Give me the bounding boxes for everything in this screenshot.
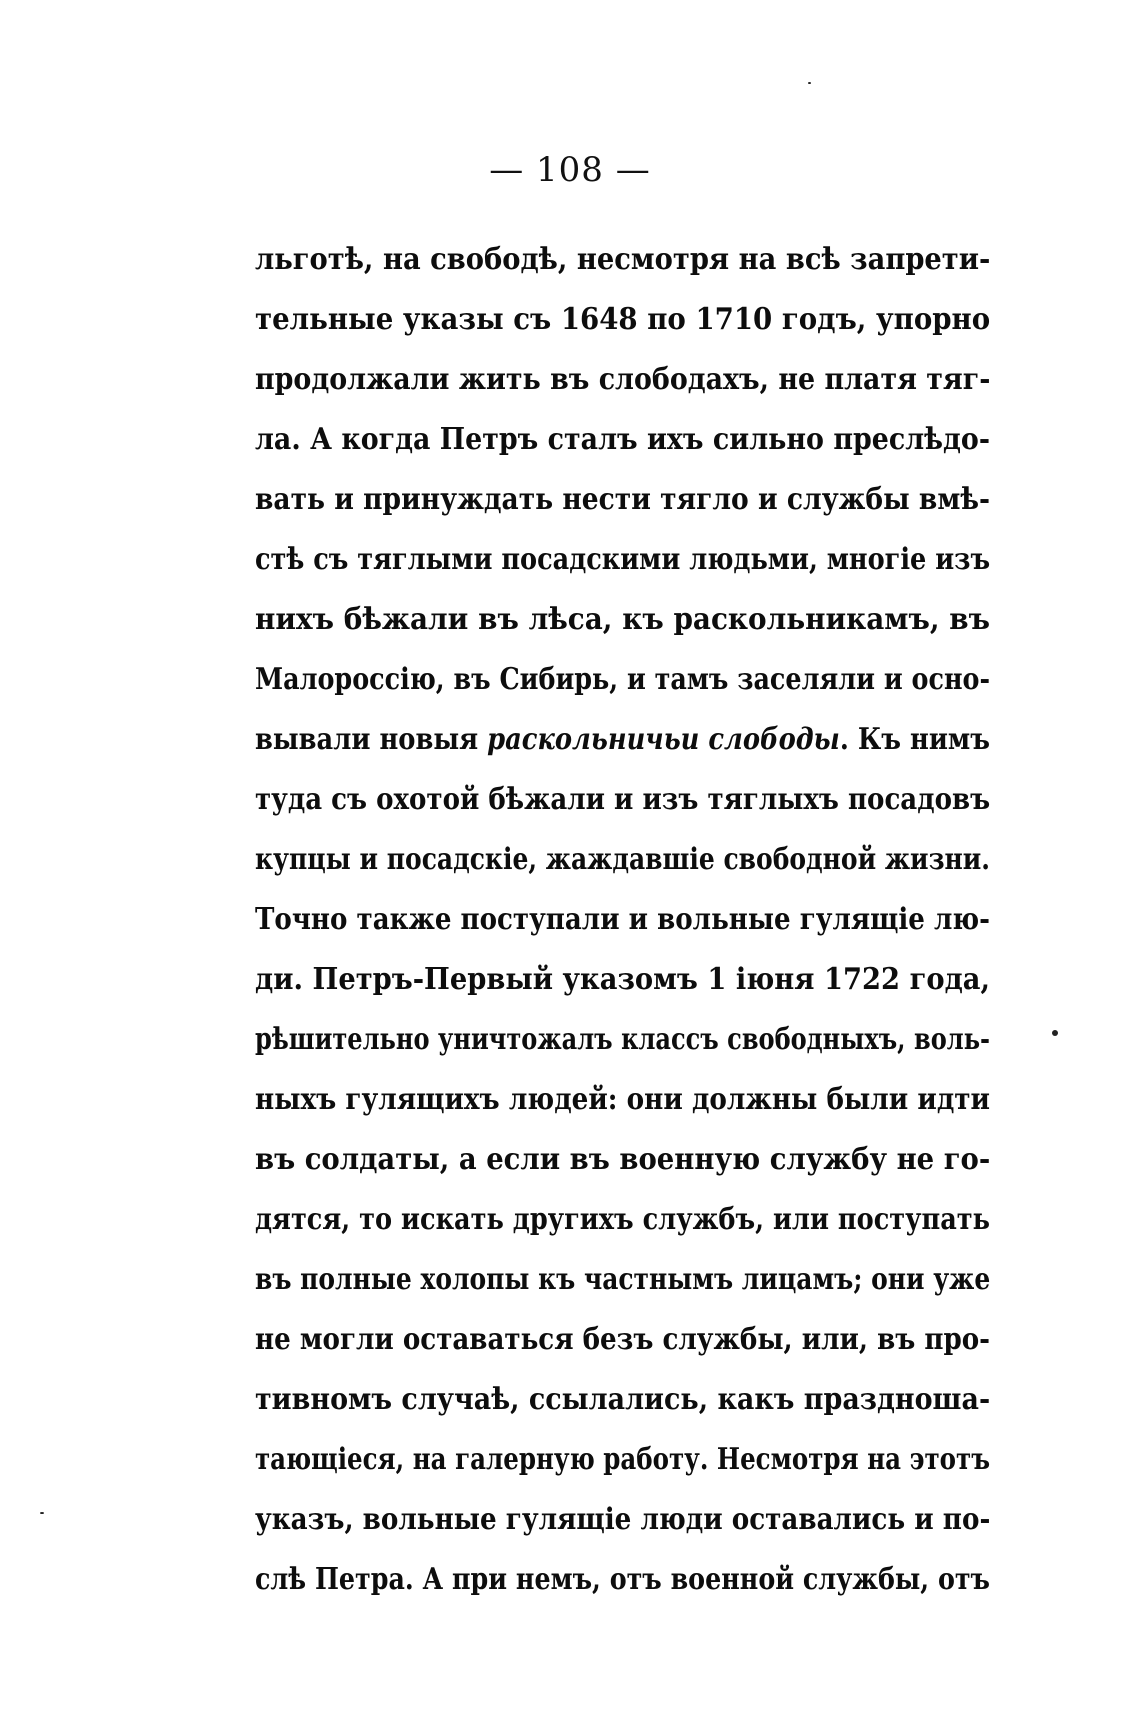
text-segment: . Къ нимъ: [839, 722, 990, 757]
text-line: туда съ охотой бѣжали и изъ тяглыхъ посадовъ: [255, 782, 991, 817]
text-line: рѣшительно уничтожалъ классъ свободныхъ, воль-: [255, 1022, 990, 1057]
text-line: продолжали жить въ слободахъ, не платя тяг-: [255, 362, 991, 397]
text-line: слѣ Петра. А при немъ, отъ военной службы, отъ: [255, 1562, 990, 1597]
page-number: — 108 —: [489, 150, 651, 190]
text-line: тивномъ случаѣ, ссылались, какъ праздноша-: [255, 1382, 991, 1417]
text-line: купцы и посадскіе, жаждавшіе свободной жизни.: [255, 842, 990, 877]
text-line: льготѣ, на свободѣ, несмотря на всѣ запрети-: [255, 242, 991, 277]
text-line: въ полные холопы къ частнымъ лицамъ; они уже: [255, 1262, 991, 1297]
text-line: дятся, то искать другихъ службъ, или поступать: [255, 1202, 990, 1237]
text-line: Малороссію, въ Сибирь, и тамъ заселяли и осно-: [255, 662, 991, 697]
text-line: Точно также поступали и вольные гулящіе лю-: [255, 902, 990, 937]
text-line: ла. А когда Петръ сталъ ихъ сильно преслѣдо-: [255, 422, 990, 457]
text-line: стѣ съ тяглыми посадскими людьми, многіе изъ: [255, 542, 991, 577]
italic-phrase: раскольничьи слободы: [487, 722, 840, 757]
text-line: указъ, вольные гулящіе люди оставались и по-: [255, 1502, 991, 1537]
text-line: тающіеся, на галерную работу. Несмотря на этотъ: [255, 1442, 990, 1477]
text-line: въ солдаты, а если въ военную службу не го-: [255, 1142, 991, 1177]
text-line: не могли оставаться безъ службы, или, въ про-: [255, 1322, 991, 1357]
text-line: ныхъ гулящихъ людей: они должны были идти: [255, 1082, 990, 1117]
text-line: вать и принуждать нести тягло и службы вмѣ-: [255, 482, 990, 517]
text-segment: вывали новыя: [255, 722, 488, 757]
text-line: тельные указы съ 1648 по 1710 годъ, упорно: [255, 302, 991, 337]
text-line: ди. Петръ-Первый указомъ 1 іюня 1722 года,: [255, 962, 990, 997]
text-line: нихъ бѣжали въ лѣса, къ раскольникамъ, въ: [255, 602, 990, 637]
text-line-with-italic: [255, 710, 990, 770]
ink-speck: [40, 1512, 44, 1514]
ink-speck: [1052, 1030, 1058, 1036]
ink-speck: [808, 82, 811, 84]
